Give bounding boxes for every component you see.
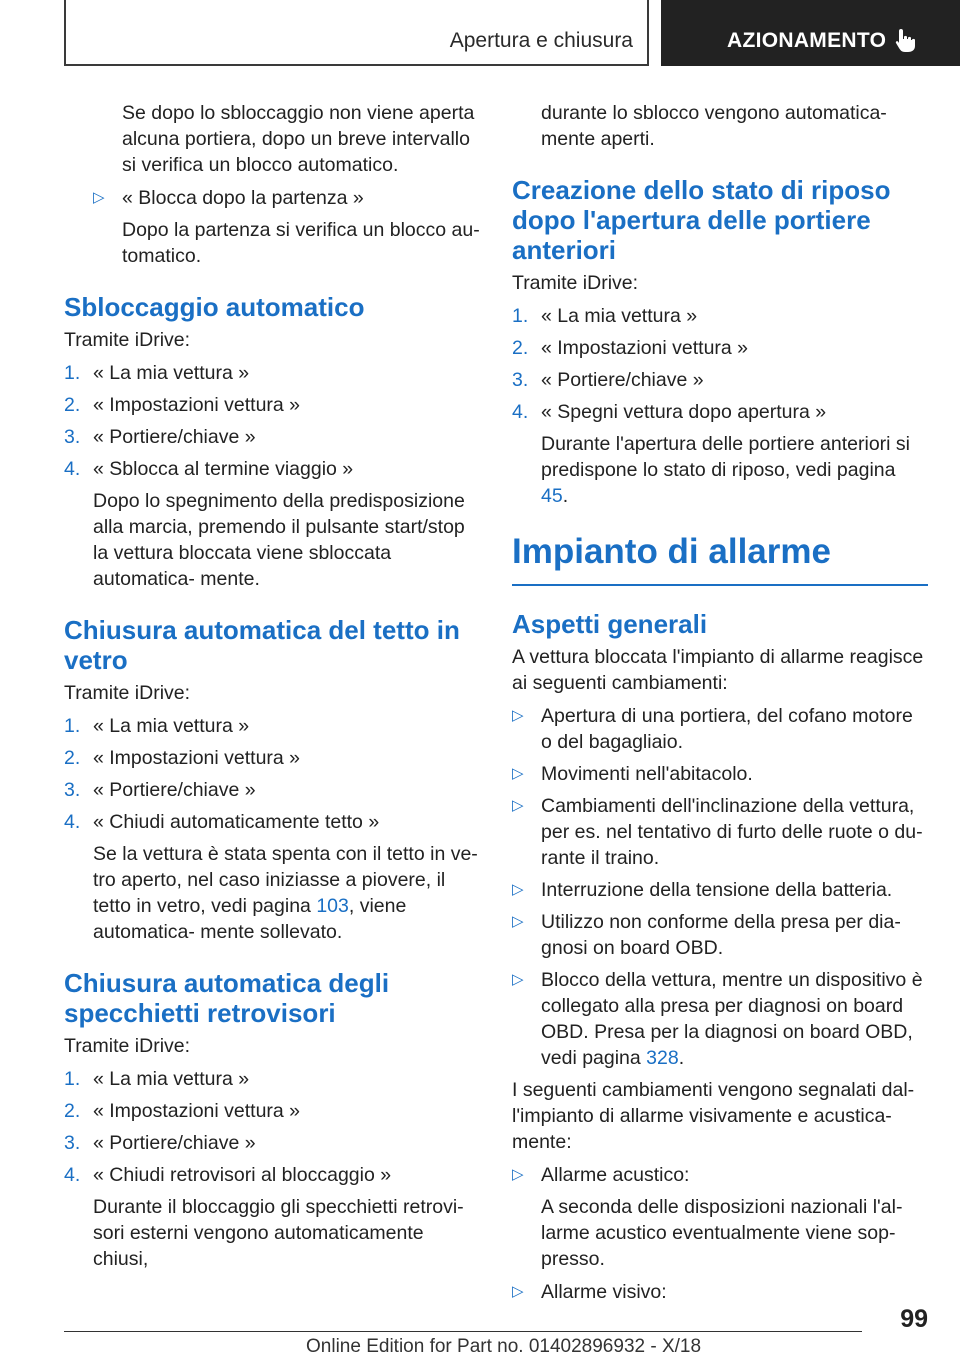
note-text: , viene automatica‐ mente sollevato. bbox=[93, 895, 407, 943]
triangle-bullet-icon: ▷ bbox=[512, 971, 524, 988]
bullet-text: Allarme visivo: bbox=[541, 1281, 667, 1303]
bullet-text: Blocco della vettura, mentre un dispositivo è collegato alla presa per diagnosi on board OBD. Presa per la diagnosi on board OBD, vedi pagina bbox=[541, 969, 923, 1069]
signal-intro: I seguenti cambiamenti vengono segnalati dal‐ l'impianto di allarme visivamente e acustica‐ mente: bbox=[512, 1079, 915, 1153]
step-text: « La mia vettura » bbox=[93, 715, 250, 737]
step-note: Dopo lo spegnimento della predisposizione alla marcia, premendo il pulsante start/stop la vettura bloccata viene sbloccata automatica‐ mente. bbox=[93, 490, 465, 590]
section-heading-mirrors: Chiusura automatica degli specchietti retrovisori bbox=[64, 968, 390, 1028]
section-title: Apertura e chiusura bbox=[449, 29, 633, 52]
bullet-text: Apertura di una portiera, del cofano motore o del bagagliaio. bbox=[541, 705, 913, 753]
chapter-title: AZIONAMENTO bbox=[727, 29, 887, 52]
note-text: . bbox=[562, 485, 569, 507]
step-item bbox=[512, 367, 928, 393]
step-item bbox=[64, 777, 484, 803]
bullet-text: Cambiamenti dell'inclinazione della vettura, per es. nel tentativo di furto delle ruote o du‐ rante il traino. bbox=[541, 795, 923, 869]
step-text: « Portiere/chiave » bbox=[93, 779, 256, 801]
chapter-tab[interactable] bbox=[661, 0, 960, 66]
step-text: « Portiere/chiave » bbox=[93, 1132, 256, 1154]
bullet-text: Movimenti nell'abitacolo. bbox=[541, 763, 753, 785]
step-item bbox=[64, 745, 484, 771]
triangle-bullet-icon: ▷ bbox=[512, 881, 524, 898]
step-text: « Chiudi automaticamente tetto » bbox=[93, 811, 380, 833]
lead-text: Tramite iDrive: bbox=[512, 272, 639, 294]
step-note bbox=[512, 431, 928, 509]
triangle-bullet-icon: ▷ bbox=[512, 707, 524, 724]
step-number: 2. bbox=[64, 747, 81, 769]
lead-text: Tramite iDrive: bbox=[64, 1035, 191, 1057]
list-item bbox=[512, 909, 928, 961]
step-note: Durante il bloccaggio gli specchietti retrovi‐ sori esterni vengono automaticamente chiusi, bbox=[93, 1196, 464, 1270]
step-number: 3. bbox=[64, 1132, 81, 1154]
list-item bbox=[512, 877, 928, 903]
section-heading-general: Aspetti generali bbox=[512, 609, 708, 639]
page-header bbox=[0, 0, 960, 66]
step-text: « Spegni vettura dopo apertura » bbox=[541, 401, 827, 423]
step-number: 3. bbox=[64, 779, 81, 801]
section-heading-auto-unlock: Sbloccaggio automatico bbox=[64, 292, 365, 322]
triangle-bullet-icon: ▷ bbox=[512, 1166, 524, 1183]
step-number: 4. bbox=[512, 401, 529, 423]
list-item bbox=[64, 185, 484, 211]
step-item bbox=[64, 392, 484, 418]
list-item bbox=[512, 967, 928, 1071]
list-item bbox=[512, 793, 928, 871]
step-text: « Impostazioni vettura » bbox=[93, 1100, 301, 1122]
step-item bbox=[64, 424, 484, 450]
step-item bbox=[64, 1130, 484, 1156]
note-text: Se la vettura è stata spenta con il tetto in ve‐ tro aperto, nel caso iniziasse a piovere, il tetto in vetro, vedi pagina bbox=[93, 843, 478, 917]
step-number: 3. bbox=[64, 426, 81, 448]
step-text: « Portiere/chiave » bbox=[93, 426, 256, 448]
list-item bbox=[512, 703, 928, 755]
triangle-bullet-icon: ▷ bbox=[512, 1283, 524, 1300]
step-text: « Sblocca al termine viaggio » bbox=[93, 458, 354, 480]
page-number: 99 bbox=[900, 1305, 928, 1333]
step-text: « Impostazioni vettura » bbox=[93, 747, 301, 769]
page-link[interactable]: 103 bbox=[316, 895, 349, 917]
step-note bbox=[64, 841, 484, 945]
footer-divider bbox=[64, 1331, 862, 1332]
step-text: « Portiere/chiave » bbox=[541, 369, 704, 391]
step-number: 1. bbox=[64, 715, 81, 737]
step-text: « Impostazioni vettura » bbox=[93, 394, 301, 416]
step-item bbox=[64, 809, 484, 835]
intro-text: A vettura bloccata l'impianto di allarme reagisce ai seguenti cambiamenti: bbox=[512, 646, 924, 694]
list-item bbox=[512, 761, 928, 787]
step-number: 2. bbox=[64, 394, 81, 416]
step-item bbox=[64, 1162, 484, 1188]
step-item bbox=[512, 303, 928, 329]
footer-edition: Online Edition for Part no. 01402896932 - X/18 bbox=[306, 1336, 702, 1357]
step-item bbox=[64, 1066, 484, 1092]
step-number: 4. bbox=[64, 811, 81, 833]
page-link[interactable]: 328 bbox=[646, 1047, 679, 1069]
step-text: « La mia vettura » bbox=[93, 362, 250, 384]
step-number: 2. bbox=[512, 337, 529, 359]
step-text: « Impostazioni vettura » bbox=[541, 337, 749, 359]
page-link[interactable]: 45 bbox=[541, 485, 563, 507]
step-item bbox=[512, 335, 928, 361]
bullet-text: Allarme acustico: bbox=[541, 1164, 690, 1186]
acoustic-text: A seconda delle disposizioni nazionali l'al‐ larme acustico eventualmente viene sop‐ presso. bbox=[541, 1196, 903, 1270]
triangle-bullet-icon: ▷ bbox=[93, 189, 105, 206]
step-number: 1. bbox=[64, 362, 81, 384]
bullet-text: Interruzione della tensione della batteria. bbox=[541, 879, 893, 901]
list-item bbox=[512, 1279, 928, 1305]
section-heading-rest-state: Creazione dello stato di riposo dopo l'apertura delle portiere anteriori bbox=[512, 175, 891, 265]
list-item bbox=[512, 1162, 928, 1188]
lead-text: Tramite iDrive: bbox=[64, 682, 191, 704]
step-text: « La mia vettura » bbox=[93, 1068, 250, 1090]
note-text: Durante l'apertura delle portiere anteriori si predispone lo stato di riposo, vedi pagina bbox=[541, 433, 910, 481]
step-item bbox=[64, 456, 484, 482]
step-text: « La mia vettura » bbox=[541, 305, 698, 327]
triangle-bullet-icon: ▷ bbox=[512, 913, 524, 930]
intro-text: Se dopo lo sbloccaggio non viene aperta alcuna portiera, dopo un breve intervallo si verifica un blocco automatico. bbox=[122, 102, 475, 176]
step-number: 2. bbox=[64, 1100, 81, 1122]
bullet-label: « Blocca dopo la partenza » bbox=[122, 187, 364, 209]
bullet-text: Dopo la partenza si verifica un blocco au‐ tomatico. bbox=[122, 219, 480, 267]
step-number: 1. bbox=[64, 1068, 81, 1090]
bullet-text: Utilizzo non conforme della presa per dia‐ gnosi on board OBD. bbox=[541, 911, 901, 959]
step-item bbox=[512, 399, 928, 425]
bullet-text: . bbox=[678, 1047, 685, 1069]
step-item bbox=[64, 713, 484, 739]
step-item bbox=[64, 1098, 484, 1124]
right-column bbox=[512, 100, 928, 1311]
lead-text: Tramite iDrive: bbox=[64, 329, 191, 351]
chapter-heading-alarm: Impianto di allarme bbox=[512, 531, 928, 586]
left-column bbox=[64, 100, 484, 1279]
step-item bbox=[64, 360, 484, 386]
continued-text: durante lo sblocco vengono automatica‐ mente aperti. bbox=[541, 102, 887, 150]
step-number: 4. bbox=[64, 1164, 81, 1186]
hand-pointer-icon bbox=[892, 26, 920, 54]
step-number: 1. bbox=[512, 305, 529, 327]
step-number: 3. bbox=[512, 369, 529, 391]
section-tab bbox=[64, 0, 649, 66]
step-text: « Chiudi retrovisori al bloccaggio » bbox=[93, 1164, 392, 1186]
step-number: 4. bbox=[64, 458, 81, 480]
triangle-bullet-icon: ▷ bbox=[512, 797, 524, 814]
section-heading-roof: Chiusura automatica del tetto in vetro bbox=[64, 615, 460, 675]
triangle-bullet-icon: ▷ bbox=[512, 765, 524, 782]
